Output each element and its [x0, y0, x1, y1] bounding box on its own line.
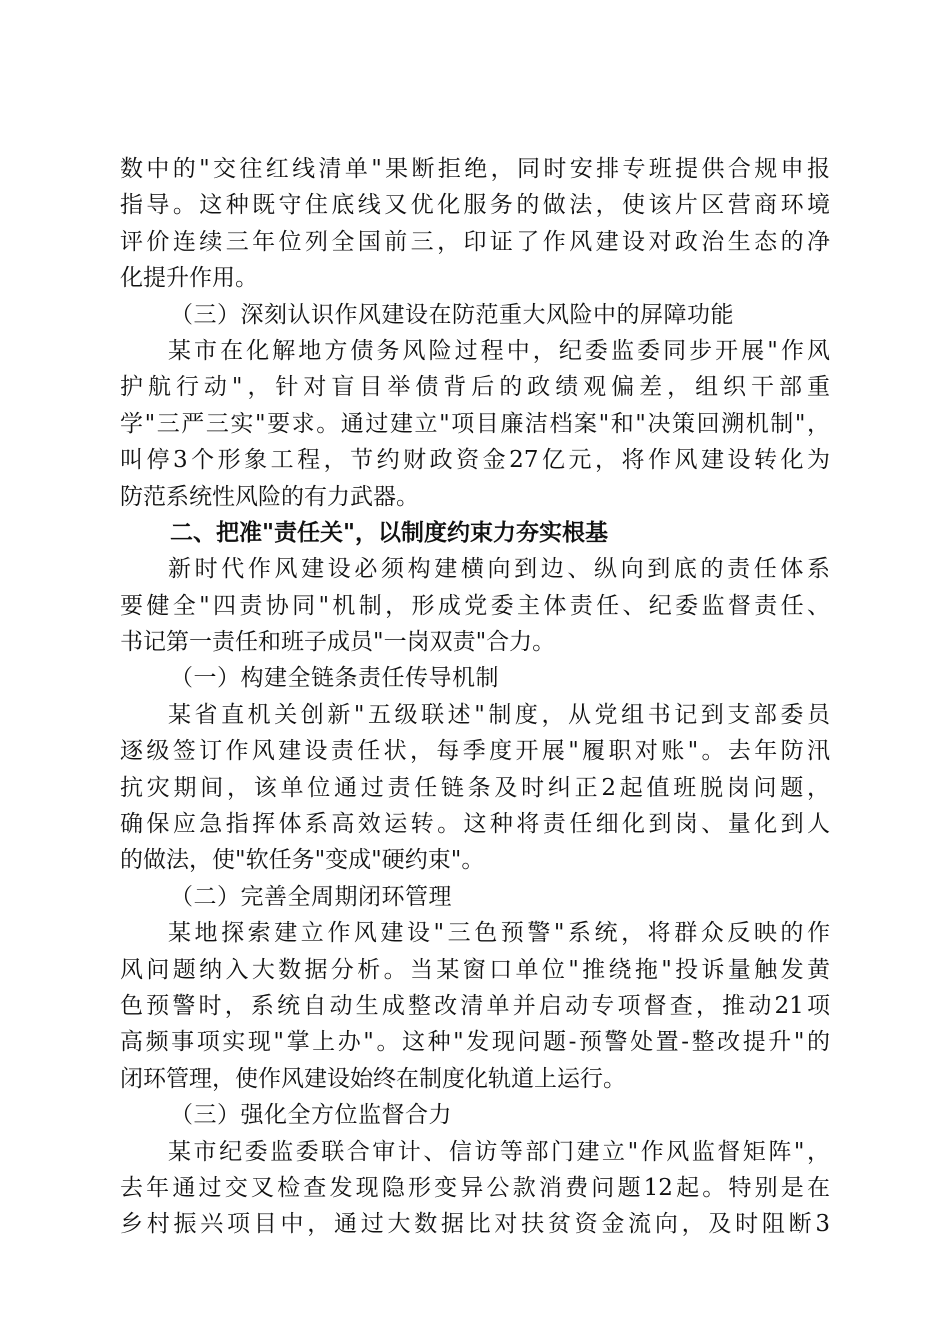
paragraph-2-line: 护航行动"，针对盲目举债背后的政绩观偏差，组织干部重 [120, 374, 830, 401]
paragraph-2-line: 学"三严三实"要求。通过建立"项目廉洁档案"和"决策回溯机制"， [120, 410, 830, 437]
document-body [120, 151, 830, 1243]
paragraph-3-line: 要健全"四责协同"机制，形成党委主体责任、纪委监督责任、 [120, 592, 830, 619]
paragraph-3-line: 新时代作风建设必须构建横向到边、纵向到底的责任体系 [168, 556, 830, 583]
paragraph-5-line: 色预警时，系统自动生成整改清单并启动专项督查，推动21项 [120, 992, 830, 1019]
paragraph-4-line: 某省直机关创新"五级联述"制度，从党组书记到支部委员 [168, 701, 830, 728]
subheading-risk-barrier: （三）深刻认识作风建设在防范重大风险中的屏障功能 [170, 301, 734, 328]
paragraph-3-line: 书记第一责任和班子成员"一岗双责"合力。 [120, 629, 556, 656]
paragraph-1-line: 化提升作用。 [120, 265, 258, 292]
paragraph-5-line: 风问题纳入大数据分析。当某窗口单位"推绕拖"投诉量触发黄 [120, 956, 830, 983]
paragraph-2-line: 叫停3个形象工程，节约财政资金27亿元，将作风建设转化为 [120, 447, 830, 474]
paragraph-4-line: 的做法，使"软任务"变成"硬约束"。 [120, 847, 485, 874]
section-heading-responsibility: 二、把准"责任关"，以制度约束力夯实根基 [170, 519, 608, 546]
paragraph-1-line: 评价连续三年位列全国前三，印证了作风建设对政治生态的净 [120, 228, 830, 255]
paragraph-4-line: 逐级签订作风建设责任状，每季度开展"履职对账"。去年防汛 [120, 738, 830, 765]
paragraph-1-line: 数中的"交往红线清单"果断拒绝，同时安排专班提供合规申报 [120, 156, 830, 182]
paragraph-2-line: 防范系统性风险的有力武器。 [120, 483, 419, 510]
paragraph-6-line: 某市纪委监委联合审计、信访等部门建立"作风监督矩阵"， [168, 1138, 830, 1165]
subheading-supervision: （三）强化全方位监督合力 [170, 1102, 452, 1129]
paragraph-2-line: 某市在化解地方债务风险过程中，纪委监委同步开展"作风 [168, 337, 830, 364]
paragraph-1-line: 指导。这种既守住底线又优化服务的做法，使该片区营商环境 [120, 192, 830, 219]
paragraph-5-line: 高频事项实现"掌上办"。这种"发现问题-预警处置-整改提升"的 [120, 1029, 830, 1056]
paragraph-6-line: 乡村振兴项目中，通过大数据比对扶贫资金流向，及时阻断3 [120, 1211, 830, 1238]
paragraph-4-line: 确保应急指挥体系高效运转。这种将责任细化到岗、量化到人 [120, 811, 830, 838]
subheading-responsibility-chain: （一）构建全链条责任传导机制 [170, 665, 499, 692]
paragraph-4-line: 抗灾期间，该单位通过责任链条及时纠正2起值班脱岗问题， [120, 774, 830, 801]
paragraph-6-line: 去年通过交叉检查发现隐形变异公款消费问题12起。特别是在 [120, 1174, 830, 1201]
subheading-closed-loop: （二）完善全周期闭环管理 [170, 883, 452, 910]
paragraph-5-line: 闭环管理，使作风建设始终在制度化轨道上运行。 [120, 1065, 626, 1092]
paragraph-5-line: 某地探索建立作风建设"三色预警"系统，将群众反映的作 [168, 920, 830, 947]
